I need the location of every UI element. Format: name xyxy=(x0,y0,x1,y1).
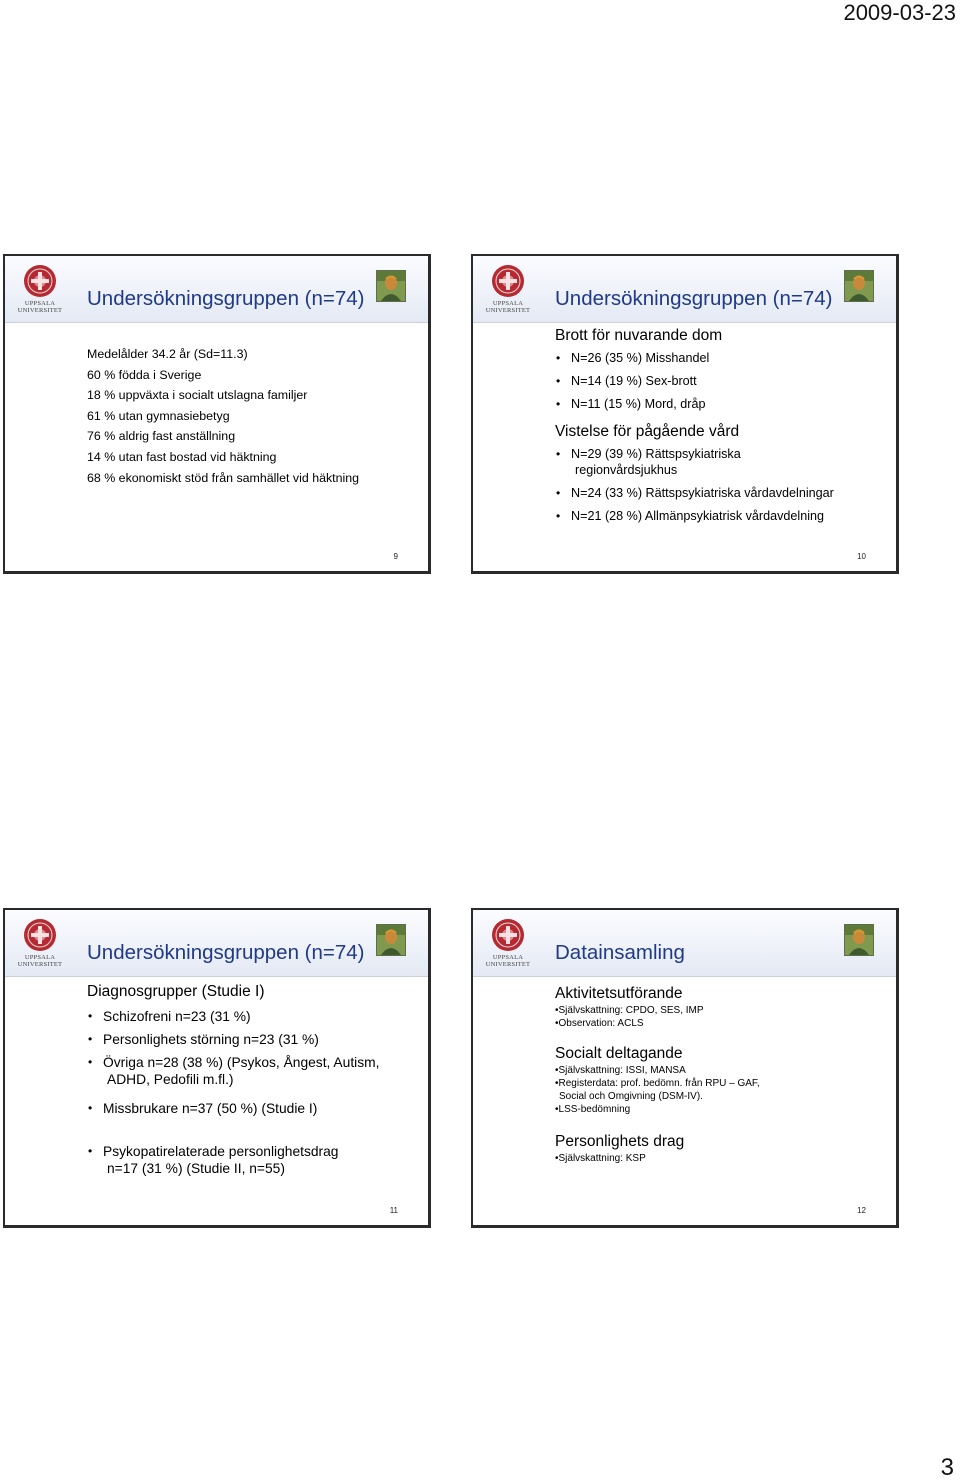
text-line: 68 % ekonomiskt stöd från samhället vid häktning xyxy=(87,470,360,485)
portrait-icon xyxy=(844,924,874,956)
page-number: 3 xyxy=(940,1454,954,1481)
list-item-line: ADHD, Pedofili m.fl.) xyxy=(107,1072,234,1087)
list-item: • N=11 (15 %) Mord, dråp xyxy=(555,396,886,412)
university-seal-icon xyxy=(11,918,69,954)
list-item-line: n=17 (31 %) (Studie II, n=55) xyxy=(107,1161,285,1176)
list-item: • Personlighets störning n=23 (31 %) xyxy=(87,1031,418,1048)
logo-text: UPPSALA UNIVERSITET xyxy=(17,954,63,968)
list-item: •Självskattning: ISSI, MANSA xyxy=(555,1065,686,1076)
list-item: •Observation: ACLS xyxy=(555,1018,644,1029)
logo-text: UPPSALA UNIVERSITET xyxy=(485,300,531,314)
detail-list xyxy=(555,1064,886,1116)
logo-text: UPPSALA UNIVERSITET xyxy=(17,300,63,314)
section-heading: Personlighets drag xyxy=(555,1133,685,1150)
section-heading: Diagnosgrupper (Studie I) xyxy=(87,983,265,1000)
list-item: Social och Omgivning (DSM-IV). xyxy=(559,1091,703,1102)
section-heading: Vistelse för pågående vård xyxy=(555,423,740,440)
list-item: • N=21 (28 %) Allmänpsykiatrisk vårdavdelning xyxy=(555,508,886,524)
list-item-line: Övriga n=28 (38 %) (Psykos, Ångest, Autism, xyxy=(103,1055,380,1070)
text-line: 76 % aldrig fast anställning xyxy=(87,429,236,444)
slide-header xyxy=(5,256,428,323)
list-item-line: regionvårdsjukhus xyxy=(575,463,678,477)
university-seal-icon xyxy=(479,918,537,954)
slide-10 xyxy=(471,254,899,574)
list-item xyxy=(87,1143,418,1177)
slide-number: 11 xyxy=(389,1206,398,1215)
list-item: • N=14 (19 %) Sex-brott xyxy=(555,373,886,389)
text-line: 14 % utan fast bostad vid häktning xyxy=(87,449,277,464)
page-date: 2009-03-23 xyxy=(843,0,956,25)
text-line: 18 % uppväxta i socialt utslagna familjer xyxy=(87,388,308,403)
slide-title: Undersökningsgruppen (n=74) xyxy=(555,287,833,310)
section-heading: Brott för nuvarande dom xyxy=(555,327,723,344)
slide-number: 12 xyxy=(857,1206,866,1215)
slide-12 xyxy=(471,908,899,1228)
list-item: •Registerdata: prof. bedömn. från RPU – GAF, xyxy=(555,1078,760,1089)
slide-header xyxy=(5,910,428,977)
bullet-list xyxy=(87,1008,418,1177)
logo-text: UPPSALA UNIVERSITET xyxy=(485,954,531,968)
slide-title: Datainsamling xyxy=(555,941,685,964)
portrait-icon xyxy=(376,924,406,956)
university-seal-icon xyxy=(479,264,537,300)
list-item: • Missbrukare n=37 (50 %) (Studie I) xyxy=(87,1100,418,1117)
slide-number: 10 xyxy=(857,552,866,561)
text-line: 60 % födda i Sverige xyxy=(87,367,202,382)
text-line: Medelålder 34.2 år (Sd=11.3) xyxy=(87,347,248,361)
university-logo xyxy=(479,918,537,970)
slide-title: Undersökningsgruppen (n=74) xyxy=(87,941,365,964)
list-item-line: N=29 (39 %) Rättspsykiatriska xyxy=(571,447,741,461)
slide-11 xyxy=(3,908,431,1228)
university-logo xyxy=(479,264,537,316)
list-item: • N=26 (35 %) Misshandel xyxy=(555,350,886,366)
list-item-line: Psykopatirelaterade personlighetsdrag xyxy=(103,1144,339,1159)
bullet-list xyxy=(555,350,886,412)
list-item: •Självskattning: KSP xyxy=(555,1153,646,1164)
portrait-icon xyxy=(844,270,874,302)
slide-header xyxy=(473,910,896,977)
section-heading: Aktivitetsutförande xyxy=(555,985,683,1002)
slide-body xyxy=(87,344,418,488)
list-item: • Schizofreni n=23 (31 %) xyxy=(87,1008,418,1025)
list-item xyxy=(87,1054,418,1088)
list-item: •LSS-bedömning xyxy=(555,1104,631,1115)
list-item xyxy=(555,446,886,478)
slide-number: 9 xyxy=(393,552,398,561)
list-item: •Självskattning: CPDO, SES, IMP xyxy=(555,1005,704,1016)
slide-9 xyxy=(3,254,431,574)
slide-body xyxy=(555,984,886,1173)
university-seal-icon xyxy=(11,264,69,300)
slide-body xyxy=(555,326,886,531)
university-logo xyxy=(11,264,69,316)
slide-header xyxy=(473,256,896,323)
text-line: 61 % utan gymnasiebetyg xyxy=(87,408,230,423)
list-item: • N=24 (33 %) Rättspsykiatriska vårdavdelningar xyxy=(555,485,886,501)
detail-list xyxy=(555,1004,886,1030)
university-logo xyxy=(11,918,69,970)
slide-body xyxy=(87,982,418,1183)
slide-title: Undersökningsgruppen (n=74) xyxy=(87,287,365,310)
portrait-icon xyxy=(376,270,406,302)
bullet-list xyxy=(555,446,886,524)
detail-list xyxy=(555,1152,886,1165)
section-heading: Socialt deltagande xyxy=(555,1045,683,1062)
